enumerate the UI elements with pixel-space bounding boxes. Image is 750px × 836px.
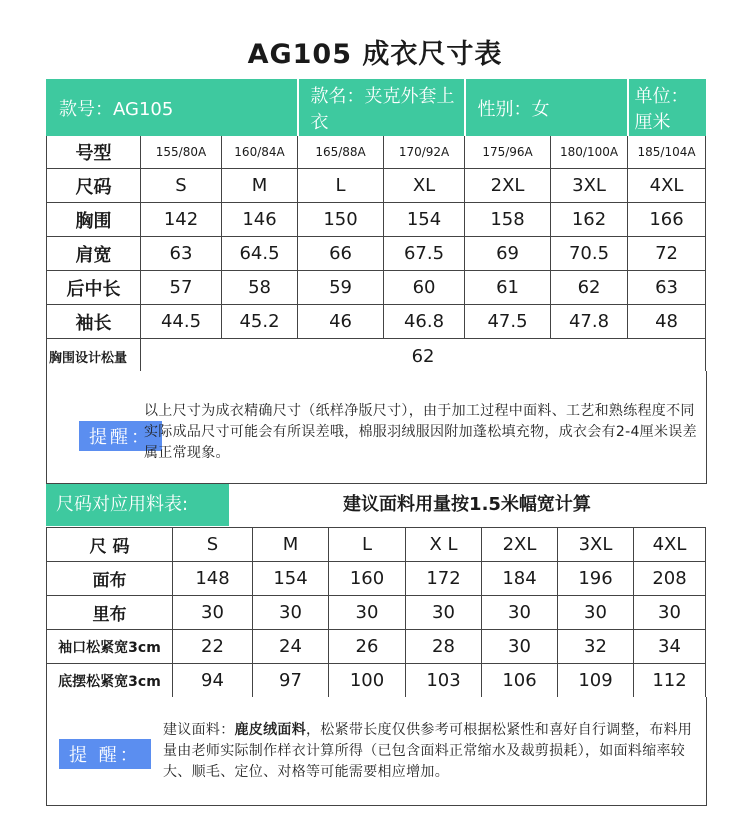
table-cell: 66	[298, 237, 384, 271]
row-label: 胸围	[47, 203, 141, 237]
reminder-text	[163, 720, 701, 783]
table-cell: 2XL	[465, 169, 551, 203]
table-cell: 63	[628, 271, 706, 305]
table-cell: 22	[173, 630, 253, 664]
table-cell: 32	[558, 630, 634, 664]
table-cell: M	[253, 528, 329, 562]
table-cell: 3XL	[558, 528, 634, 562]
reminder-box-1	[46, 371, 707, 484]
table-cell: 4XL	[634, 528, 706, 562]
hao-row	[47, 136, 706, 169]
table-cell: 63	[141, 237, 222, 271]
reminder-fabric-name: 鹿皮绒面料	[234, 722, 306, 738]
table-cell: 160	[329, 562, 406, 596]
table-cell: 185/104A	[628, 136, 706, 169]
table-cell: 2XL	[482, 528, 558, 562]
reminder-text-rest: ，松紧带长度仅供参考可根据松紧性和喜好自行调整，布料用量由老师实际制作样衣计算所得（已包含面料正常缩水及裁剪损耗），如面料缩率较大、顺毛、定位、对格等可能需要相应增加。	[163, 722, 693, 780]
header-row	[47, 80, 706, 136]
table-cell: L	[298, 169, 384, 203]
table-cell: 154	[253, 562, 329, 596]
row-label: 袖口松紧宽3cm	[47, 630, 173, 664]
table-cell: 30	[482, 596, 558, 630]
table-cell: 47.5	[465, 305, 551, 339]
table-cell: 67.5	[384, 237, 465, 271]
table-cell: 196	[558, 562, 634, 596]
table-cell: X L	[406, 528, 482, 562]
table-cell: 30	[482, 630, 558, 664]
table-cell: 170/92A	[384, 136, 465, 169]
table-cell: 160/84A	[222, 136, 298, 169]
table-cell: 146	[222, 203, 298, 237]
table-cell: 162	[551, 203, 628, 237]
table-cell: 60	[384, 271, 465, 305]
table-cell: 150	[298, 203, 384, 237]
table-cell: 109	[558, 664, 634, 698]
table-cell: 100	[329, 664, 406, 698]
table-cell: 47.8	[551, 305, 628, 339]
table-row	[47, 664, 706, 698]
table-cell: 30	[253, 596, 329, 630]
table-cell: 34	[634, 630, 706, 664]
fabric-size-row	[47, 528, 706, 562]
table-cell: 72	[628, 237, 706, 271]
ease-value: 62	[141, 339, 706, 375]
row-label: 面布	[47, 562, 173, 596]
reminder-badge: 提 醒：	[59, 739, 151, 769]
table-row	[47, 562, 706, 596]
table-cell: 57	[141, 271, 222, 305]
row-label: 号型	[47, 136, 141, 169]
table-row	[47, 237, 706, 271]
table-cell: L	[329, 528, 406, 562]
table-cell: 180/100A	[551, 136, 628, 169]
size-row	[47, 169, 706, 203]
table-cell: 30	[558, 596, 634, 630]
table-cell: 154	[384, 203, 465, 237]
reminder-box-2	[46, 697, 707, 806]
table-cell: 97	[253, 664, 329, 698]
style-number: 款号：AG105	[47, 80, 298, 136]
row-label: 尺码	[47, 169, 141, 203]
fabric-table	[46, 527, 706, 698]
table-row	[47, 271, 706, 305]
table-cell: 184	[482, 562, 558, 596]
table-cell: 45.2	[222, 305, 298, 339]
gender: 性别：女	[465, 80, 628, 136]
table-cell: 59	[298, 271, 384, 305]
table-cell: 69	[465, 237, 551, 271]
reminder-text: 以上尺寸为成衣精确尺寸（纸样净版尺寸），由于加工过程中面料、工艺和熟练程度不同实际成品尺寸可能会有所误差哦，棉服羽绒服因附加蓬松填充物，成衣会有2-4厘米误差属正常现象。	[144, 403, 697, 461]
table-cell: 3XL	[551, 169, 628, 203]
table-cell: 148	[173, 562, 253, 596]
table-cell: 30	[634, 596, 706, 630]
table-cell: 4XL	[628, 169, 706, 203]
reminder-text-prefix: 建议面料：	[163, 722, 235, 738]
table-cell: 208	[634, 562, 706, 596]
fabric-caption: 建议面料用量按1.5米幅宽计算	[343, 494, 591, 515]
table-cell: 64.5	[222, 237, 298, 271]
table-cell: 106	[482, 664, 558, 698]
table-cell: 166	[628, 203, 706, 237]
table-cell: 58	[222, 271, 298, 305]
page-title: AG105 成衣尺寸表	[247, 39, 503, 70]
table-cell: 48	[628, 305, 706, 339]
table-cell: 158	[465, 203, 551, 237]
table-cell: 62	[551, 271, 628, 305]
table-cell: 155/80A	[141, 136, 222, 169]
table-cell: 175/96A	[465, 136, 551, 169]
table-cell: 28	[406, 630, 482, 664]
table-cell: 94	[173, 664, 253, 698]
table-cell: S	[141, 169, 222, 203]
row-label: 胸围设计松量	[47, 339, 141, 375]
table-cell: 46	[298, 305, 384, 339]
row-label: 后中长	[47, 271, 141, 305]
table-cell: S	[173, 528, 253, 562]
table-cell: 112	[634, 664, 706, 698]
row-label: 底摆松紧宽3cm	[47, 664, 173, 698]
style-name: 款名：夹克外套上衣	[298, 80, 465, 136]
row-label: 里布	[47, 596, 173, 630]
reminder-badge: 提醒：	[79, 421, 162, 451]
table-cell: 165/88A	[298, 136, 384, 169]
table-cell: 44.5	[141, 305, 222, 339]
table-cell: 30	[173, 596, 253, 630]
ease-row	[47, 339, 706, 375]
table-cell: XL	[384, 169, 465, 203]
table-row	[47, 630, 706, 664]
table-cell: 30	[406, 596, 482, 630]
table-cell: 70.5	[551, 237, 628, 271]
table-cell: 142	[141, 203, 222, 237]
size-table	[46, 79, 706, 375]
table-cell: 46.8	[384, 305, 465, 339]
row-label: 袖长	[47, 305, 141, 339]
table-row	[47, 596, 706, 630]
table-row	[47, 305, 706, 339]
row-label: 肩宽	[47, 237, 141, 271]
row-label: 尺 码	[47, 528, 173, 562]
table-row	[47, 203, 706, 237]
table-cell: M	[222, 169, 298, 203]
table-cell: 24	[253, 630, 329, 664]
table-cell: 172	[406, 562, 482, 596]
table-cell: 26	[329, 630, 406, 664]
fabric-table-tag: 尺码对应用料表:	[46, 484, 229, 526]
table-cell: 30	[329, 596, 406, 630]
table-cell: 103	[406, 664, 482, 698]
table-cell: 61	[465, 271, 551, 305]
unit: 单位：厘米	[628, 80, 706, 136]
